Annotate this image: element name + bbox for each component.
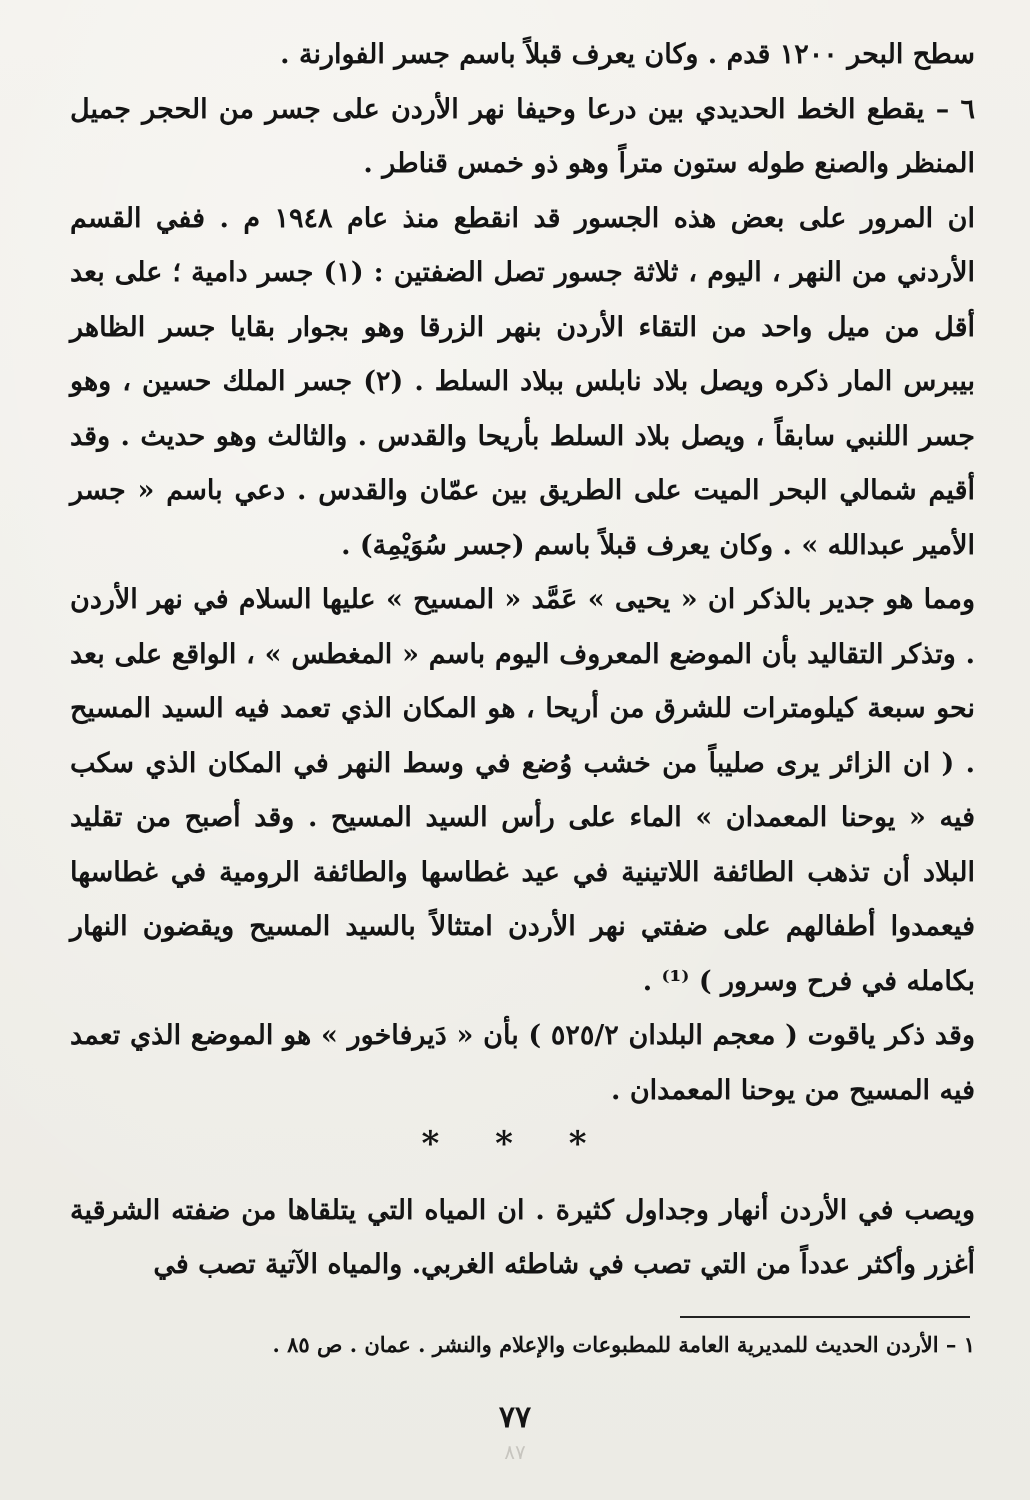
paragraph-3: ان المرور على بعض هذه الجسور قد انقطع منذ عام ١٩٤٨ م . ففي القسم الأردني من النهر ، اليوم ، ثلاثة جسور تصل الضفتين : (١) جسر دامية ؛ على بعد أقل من ميل واحد من التقاء الأردن بنهر الزرقا وهو بجوار بقايا جسر الظاهر بيبرس المار ذكره ويصل بلاد نابلس ببلاد السلط . (٢) جسر الملك حسين ، وهو جسر اللنبي سابقاً ، ويصل بلاد السلط بأريحا والقدس . والثالث وهو حديث . وقد أقيم شمالي البحر الميت على الطريق بين عمّان والقدس . دعي باسم « جسر الأمير عبدالله » . وكان يعرف قبلاً باسم (جسر سُوَيْمِة) . bbox=[70, 202, 975, 561]
bleed-through-page-number: ٨٧ bbox=[504, 1440, 526, 1464]
paragraph-1: سطح البحر ١٢٠٠ قدم . وكان يعرف قبلاً باسم جسر الفوارنة . bbox=[280, 39, 975, 70]
closing-text-block bbox=[70, 1184, 975, 1292]
paragraph-4: ومما هو جدير بالذكر ان « يحيى » عَمَّد « المسيح » عليها السلام في نهر الأردن . وتذكر التقاليد بأن الموضع المعروف اليوم باسم « المغطس » ، الواقع على بعد نحو سبعة كيلومترات للشرق من أريحا ، هو المكان الذي تعمد فيه السيد المسيح . ( ان الزائر يرى صليباً من خشب وُضع في وسط النهر في المكان الذي سكب فيه « يوحنا المعمدان » الماء على رأس السيد المسيح . وقد أصبح من تقليد البلاد أن تذهب الطائفة اللاتينية في عيد غطاسها والطائفة الرومية في غطاسها فيعمدوا أطفالهم على ضفتي نهر الأردن امتثالاً بالسيد المسيح ويقضون النهار بكامله في فرح وسرور ) ⁽¹⁾ . bbox=[70, 584, 975, 997]
closing-paragraph: ويصب في الأردن أنهار وجداول كثيرة . ان المياه التي يتلقاها من ضفته الشرقية أغزر وأكثر عدداً من التي تصب في شاطئه الغربي. والمياه الآتية تصب في bbox=[70, 1195, 975, 1280]
main-text-block bbox=[70, 28, 975, 1118]
footnote-divider bbox=[680, 1316, 970, 1318]
paragraph-2: ٦ – يقطع الخط الحديدي بين درعا وحيفا نهر الأردن على جسر من الحجر جميل المنظر والصنع طوله ستون متراً وهو ذو خمس قناطر . bbox=[70, 93, 975, 179]
page-number: ٧٧ bbox=[498, 1400, 532, 1435]
section-separator: * * * bbox=[421, 1124, 609, 1164]
footnote: ١ – الأردن الحديث للمديرية العامة للمطبوعات والإعلام والنشر . عمان . ص ٨٥ . bbox=[272, 1332, 975, 1357]
paragraph-5: وقد ذكر ياقوت ( معجم البلدان ٥٢٥/٢ ) بأن « دَيرفاخور » هو الموضع الذي تعمد فيه المسيح من يوحنا المعمدان . bbox=[70, 1020, 975, 1106]
